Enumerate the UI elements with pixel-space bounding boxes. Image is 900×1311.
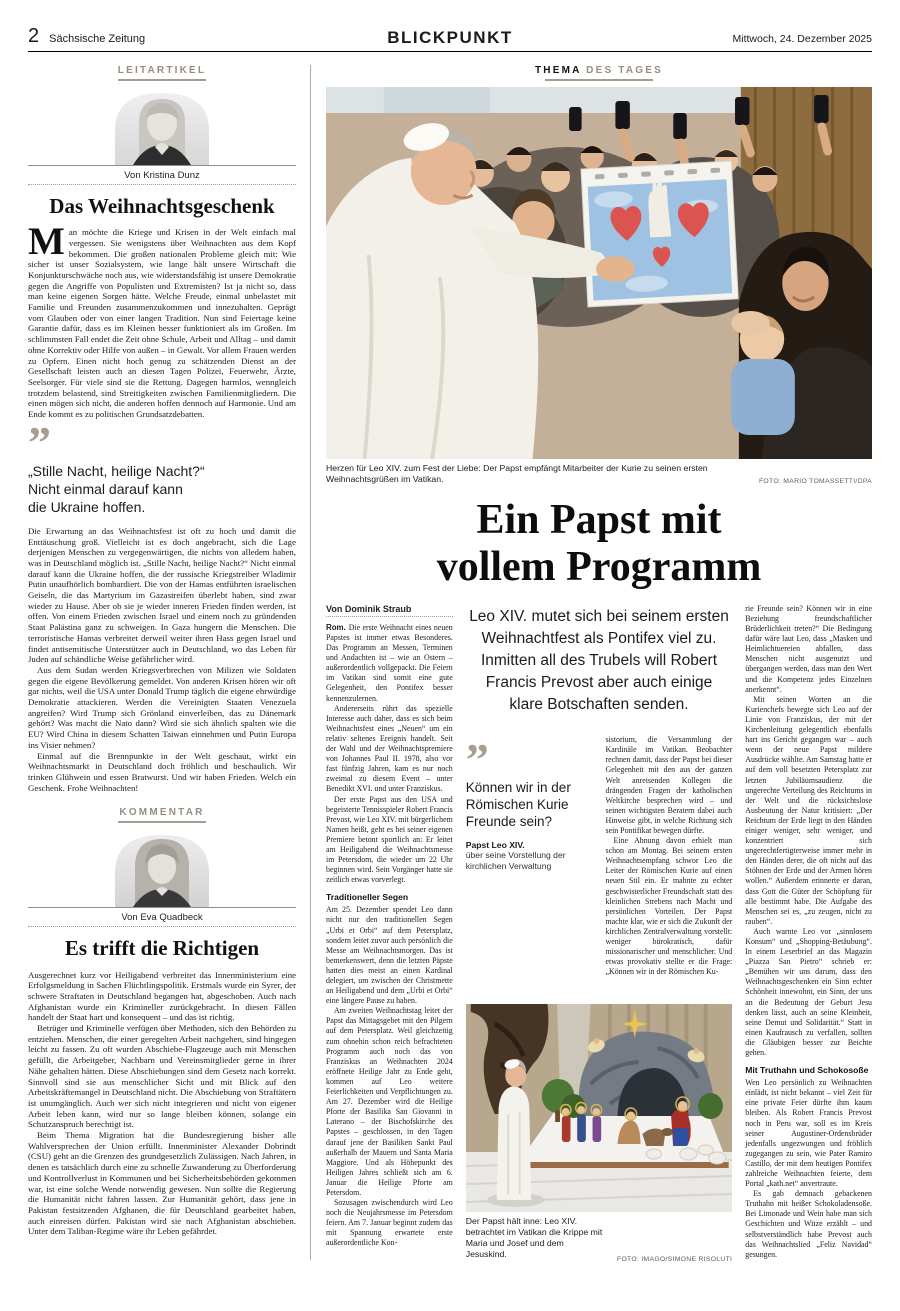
masthead <box>28 26 872 52</box>
issue-date: Mittwoch, 24. Dezember 2025 <box>732 33 872 45</box>
subhead-traditioneller-segen: Traditioneller Segen <box>326 892 409 903</box>
page-number: 2 <box>28 25 40 47</box>
article-paragraph: Eine Ahnung davon erhielt man schon am Montag. Bei seinem ersten Weihnachtsempfang schwor Leo die Leiter der Römischen Kurie auf einen neuen Stil ein. Er mahnte zu echter geschwisterlicher Freundschaft statt des kleinlichen Strebens nach Macht und persönlichen Vorteilen. Der Papst machte klar, wie er sich die Zukunft der kirchlichen Zentralverwaltung vorstellt: weniger bürokratisch, dafür missionarischer und menschlicher. Und etwas provokativ stellte er die Frage: „Können wir in der Römischen Ku- <box>605 836 733 977</box>
opinion-column <box>28 65 310 1260</box>
article-paragraph: rie Freunde sein? Können wir in eine Beziehung freundschaftlicher Brüderlichkeit treten?“ Die Bedingung dafür wäre laut Leo, dass „Masken und Heimlichtuereien abfallen, dass Menschen nicht ausgenutzt und übergangen werden, dass man den Wert und die Kompetenz jedes Einzelnen anerkennt“. <box>745 603 872 694</box>
kommentar-title: Es trifft die Richtigen <box>64 936 260 961</box>
article-column-4 <box>745 604 872 1260</box>
kommentar-paragraph: Ausgerechnet kurz vor Heiligabend verbreitet das Innenministerium eine Erfolgsmeldung in Sachen Flüchtlingspolitik. Erstmals wurde ein Syrer, der schwere Straftaten in Deutschland begangen hat, abgeschoben. Auch nach Afghanistan wurde ein Krimineller zurückgebracht. In diesen Fällen handelt der Staat hart und konsequent – und das ist richtig. <box>28 969 296 1023</box>
article-column-3 <box>606 735 733 986</box>
thema-label: THEMA DES TAGES <box>534 65 663 76</box>
leitartikel-paragraph: Man möchte die Kriege und Krisen in der Welt einfach mal vergessen. Sie wenigstens über Weihnachten aus dem Kopf bekommen. Die großen nationalen Probleme gleich mit: Wie sicher ist unser Sozialsystem, wie lange hält unsere Wirtschaft die Konjunkturschwäche noch aus, wie widerstandsfähig ist unsere Demokratie gegen die Angriffe von Populisten und Extremisten? Ist ja nicht so, dass man keine eigenen Sorgen hätte. Welche Freude, einmal unbelastet mit Familie und Freunden zusammenzukommen und innezuhalten. Geprägt vom Glauben oder von einer langen Tradition. Nun sind Feiertage keine Garantie dafür, dass es im Kleinen besser funktioniert als im Großen. Im schlimmsten Fall endet die Zeit ohne Schule, Arbeit und Alltag – und damit ohne Korrektiv oder Hilfe von außen – in Gewalt. Vor allem Frauen werden zu Opfern. Einen nicht hoch genug zu schätzenden Dienst an der Gesellschaft leisten auch an diesen Tagen Polizei, Feuerwehr, Ärzte, Seelsorger. Für viele sind sie die Rettung. Dagegen harmlos, wenngleich trotzdem belastend, sind Streitigkeiten zwischen Familienmitgliedern. Die einen mögen sich nicht, die anderen hoffen dennoch auf Harmonie. Und am Ende kommt es zu politischen Grundsatzdebatten. <box>28 220 296 420</box>
article-paragraph: Mit seinen Worten an die Kurienchefs bewegte sich Leo auf der Linie von Franziskus, der mit der Kirchenleitung gelegentlich ebenfalls hart ins Gericht gegangen war – auch wenn der neue Papst mildere Ausdrücke wählte. Am Samstag hatte er auf dem voll besetzten Petersplatz zur letzten Jubiläumsaudienz die ungerechte Verteilung des Reichtums in der Welt und die rücksichtslose Ausbeutung der Natur kritisiert: „Der Reichtum der Erde liegt in den Händen einiger weniger, sehr weniger, und konzentriert sich ungerechtfertigterweise immer mehr in den Händen derer, die oft nicht auf das Stöhnen der Erde und der Armen hören wollen.“ Außerdem erinnerte er daran, dass Gott die Güter der Schöpfung für alle bestimmt habe. Die Aufgabe des Menschen sei es, „zu zeugen, nicht zu rauben“. <box>745 694 872 926</box>
nativity-photo <box>465 1004 733 1263</box>
article-paragraph: Es gab demnach gebackenen Truthahn mit heißer Schokoladensoße. Bei Limonade und Wein habe man sich Geschichten und Witze erzählt – und selbstverständlich habe Prevost auch das Weihnachtslied „Feliz Navidad“ gesungen. <box>745 1189 872 1259</box>
author-photo-icon <box>115 89 209 165</box>
byline-dominik-straub: Von Dominik Straub <box>326 603 412 614</box>
pope-nativity-photo-icon <box>466 1004 733 1212</box>
dotted-rule <box>28 184 296 185</box>
article-paragraph: Am 25. Dezember spendet Leo dann nicht nur den traditionellen Segen „Urbi et Orbi“ auf dem Petersplatz, sondern leitet zuvor auch persönlich die Messe am Weihnachtsmorgen. Das ist bemerkenswert, denn die letzten Päpste hatten dies meist an einen Kardinal delegiert, um zwischen der Christmette an Heiligabend und dem „Urbi et Orbi“ eine längere Pause zu haben. <box>326 905 453 1006</box>
pullquote-attribution-name: Papst Leo XIV. <box>465 840 525 851</box>
dateline: Rom. <box>326 622 346 632</box>
article-paragraph: Auch warnte Leo vor „sinnlosem Konsum“ und „Shopping-Betäubung“. In einem Leserbrief an das Magazin „Piazza San Pietro“ schrieb er: „Bemühen wir uns darum, dass den Weihnachtsgeschenken ein Sinn echter Schönheit innewohnt, ein Sinn, der uns an die Bedeutung der Geburt Jesu denken lässt, auch an seine Kleinheit, seine Demut und Solidarität.“ Statt in einen Kaufrausch zu verfallen, sollten die Gläubigen besser zur Beichte gehen. <box>745 926 872 1058</box>
quote-mark-icon: ” <box>465 734 487 786</box>
portrait-eva-quadbeck <box>28 831 296 908</box>
leitartikel-pullquote <box>28 416 296 516</box>
subhead-mit-truthahn: Mit Truthahn und Schokosoße <box>745 1065 869 1076</box>
leitartikel-paragraph: Die Erwartung an das Weihnachtsfest ist oft zu hoch und damit die Enttäuschung groß. Vielleicht ist es doch angebracht, sich die Lage derjenigen Menschen zu vergegenwärtigen, die nichts von alledem haben, was in Deutschland möglich ist. „Stille Nacht, heilige Nacht?“ Nicht einmal darauf kann die Ukraine hoffen, die der russische Kriegstreiber Wladimir Putin unaufhörlich bombardiert. Die von der Hamas entführten israelischen Geiseln, die das Martyrium im Gazastreifen überlebt haben, sind zwar wieder zu Hause. Aber ob sie je wieder inneren Frieden finden werden, ist offen. Von einem Frieden zwischen Israel und einem noch zu gründenden Staat Palästina ganz zu schweigen. In Gaza hungern die Menschen. Die terroristische Hamas verbreitet derweil weiter ihren Hass gegen Israel und findet antisemitische Unterstützer auch in Deutschland, wo das Leben für Juden auf schändliche Weise gefährlicher wird. <box>28 525 296 665</box>
pullquote-text: „Stille Nacht, heilige Nacht?“ Nicht einmal darauf kann die Ukraine hoffen. <box>28 462 205 515</box>
kommentar-paragraph: Betrüger und Kriminelle verfügen über Methoden, sich den Behörden zu entziehen. Menschen, die einer geregelten Arbeit nachgehen, sind hingegen leicht zu fassen. Zu oft wurden Abschiebe-Flugzeuge auch mit Menschen gefüllt, die Arbeitgeber, Nachbarn und Vereinsmitglieder gerne in ihrer Nähe gehalten hätten. Diese Abschiebungen sind dem Gesetz nach korrekt. Sinnvoll sind sie aus menschlicher Sicht und mit Blick auf den Arbeitskräftemangel in Deutschland nicht. Die Abschiebung von Straftätern ist unumgänglich. Auch wer sich nicht integrieren und nicht von eigener Arbeit leben kann, wird nur so lange bleiben können, solange ein Schutzanspruch berechtigt ist. <box>28 1023 296 1130</box>
article-paragraph: sistorium, die Versammlung der Kardinäle im Vatikan. Beobachter rechnen damit, dass der Papst bei dieser Gelegenheit mit den aus der ganzen Welt anreisenden Kollegen die drängenden Fragen der katholischen Weltkirche besprechen wird – und seinen wichtigsten Beratern dabei auch Hinweise gibt, in welche Richtung sich sein Pontifikat bewegen dürfte. <box>605 735 733 835</box>
drop-cap: M <box>28 220 65 264</box>
label-underline <box>545 79 653 81</box>
article-paragraph: Der erste Papst aus den USA und begeisterte Tennisspieler Robert Francis Prevost, wie Leo XIV. mit bürgerlichem Namen heißt, geht es bei seiner eigenen Premiere betont sportlich an: Er leitet am Heiligabend die Weihnachtsmesse im Petersdom, die wieder um 22 Uhr beginnen wird. Sein Vorgänger hatte sie zeitlich etwas vorverlegt. <box>326 794 453 885</box>
main-photo-credit: FOTO: MARIO TOMASSETTI/DPA <box>758 478 872 485</box>
byline-eva-quadbeck: Von Eva Quadbeck <box>121 912 203 924</box>
dotted-rule <box>326 616 453 617</box>
standfirst: Leo XIV. mutet sich bei seinem ersten Weihnachtfest als Pontifex viel zu. Inmitten all des Trubels will Robert Francis Prevost aber auch einige klare Botschaften senden. <box>469 607 729 713</box>
pullquote-attribution-desc: über seine Vorstellung der kirchlichen Verwaltung <box>465 850 566 872</box>
article-pullquote <box>466 735 593 986</box>
article-paragraph: Rom. Die erste Weihnacht eines neuen Papstes ist immer etwas Besonderes. Das Programm an Messen, Terminen und Andachten ist – wie an Ostern – außerordentlich vollgepackt. Die Feiern im Vatikan sind somit eine gute Gelegenheit, den Pontifex besser kennenzulernen. <box>326 622 453 703</box>
quote-mark-icon: ” <box>28 416 49 468</box>
article-paragraph: Sozusagen zwischendurch wird Leo noch die Neujahrsmesse im Petersdom feiern. Am 7. Januar beginnt zudem das mit Spannung erwartete erste außerordentliche Kon- <box>326 1198 453 1248</box>
leitartikel-paragraph: Aus dem Sudan werden Kriegsverbrechen von Milizen wie Soldaten gegen die eigene Bevölkerung gemeldet. Von anderen Krisen hören wir oft gar nichts, weil die USA unter Donald Trump täglich die eigene ehrwürdige Demokratie attackieren. Werden die Vereinigten Staaten Venezuela angreifen? Wird Trump sich Grönland einverleiben, das zu Dänemark gehört? Was macht die Nato dann? Wird sie sich ähnlich spalten wie die EU? Wird China in diesem Schatten Taiwan einnehmen und Putin Europa ins Visier nehmen? <box>28 664 296 750</box>
nativity-caption: Der Papst hält inne: Leo XIV. betrachtet im Vatikan die Krippe mit Maria und Josef und dem Jesuskind. <box>465 1215 603 1259</box>
main-photo-caption: Herzen für Leo XIV. zum Fest der Liebe: Der Papst empfängt Mitarbeiter der Kurie zu seinen ersten Weihnachtsgrüßen im Vatikan. <box>326 463 708 484</box>
main-photo-caption-row <box>326 463 872 485</box>
article-paragraph: Wen Leo persönlich zu Weihnachten einlädt, ist nicht bekannt – viel Zeit für eine private Feier dürfte ihm kaum bleiben. Als Robert Francis Prevost noch in Peru war, soll es im Kreis seiner Augustiner-Ordensbrüder jedenfalls ungezwungen und fröhlich zugegangen zu sein, wie Pater Ramiro Castillo, der mit dem heutigen Pontifex zahlreiche Weihnachten feierte, dem Portal „kath.net“ anvertraute. <box>745 1078 872 1189</box>
portrait-kristina-dunz <box>28 89 296 166</box>
kommentar-paragraph: Beim Thema Migration hat die Bundesregierung bisher alle Wahlversprechen der Union erfüllt. Innenminister Alexander Dobrindt (CSU) geht an die Grenzen des grundgesetzlich Zulässigen. Nach Jahren, in denen es tatsächlich durch eine zu schnelle Zuwanderung zu Überforderung und Kontrollverlust in Kommunen und bei Sicherheitsbehörden gekommen war, ist eine solche Wende notwendig gewesen. Nun sollte die Regierung die Humanität nicht fahren lassen. Zur Humanität gehört, dass jene in Pakistan festsitzenden Afghanen, die für Deutschland gearbeitet haben, auch einreisen dürfen. Pakistan wird sie nach Afghanistan abschieben. Unter dem Taliban-Regime wäre ihr Leben gefährdet. <box>28 1130 296 1237</box>
dotted-rule <box>28 926 296 927</box>
main-photo <box>326 87 872 459</box>
article-paragraph: Andererseits rührt das spezielle Interesse auch daher, dass es sich beim Weihnachtsfest eines „Neuen“ um ein relativ seltenes Ereignis handelt. Seit der Wahl und der Weihnachtspremiere von Johannes Paul II. 1978, also vor fast fünfzig Jahren, kam es nur noch zweimal zu diesem Event – unter Benedikt XVI. und unter Franziskus. <box>326 703 453 794</box>
paper-name: Sächsische Zeitung <box>49 33 146 45</box>
kommentar-label: KOMMENTAR <box>119 807 205 819</box>
leitartikel-paragraph: Einmal auf die Brennpunkte in der Welt geschaut, wirkt ein Weihnachtsmarkt in Deutschland doch fröhlich und beschaulich. Wir trinken Glühwein und essen Bratwurst. Und wir haben Frieden. Welch ein Geschenk. Frohe Weihnachten! <box>28 750 296 793</box>
label-underline <box>118 821 206 823</box>
masthead-left <box>28 26 309 46</box>
article-body <box>326 603 872 1263</box>
pullquote-text: Können wir in der Römischen Kurie Freunde sein? <box>465 780 571 830</box>
label-underline <box>118 79 206 81</box>
leitartikel-title: Das Weihnachtsgeschenk <box>49 194 275 218</box>
pope-crowd-photo-icon <box>326 87 872 459</box>
byline-kristina-dunz: Von Kristina Dunz <box>124 170 200 181</box>
article-column-1 <box>326 604 453 1260</box>
section-title: BLICKPUNKT <box>387 28 513 47</box>
leitartikel-label: LEITARTIKEL <box>117 65 207 76</box>
article-paragraph: Am zweiten Weihnachtstag leitet der Papst das Mittagsgebet mit den Pilgern auf dem Petersplatz. Weil gleichzeitig zum ohnehin schon reich befrachteten Programm auch noch das von Franziskus an Weihnachten 2024 eröffnete Heilige Jahr zu Ende geht, kommen auf Leo weitere Feierlichkeiten und Verpflichtungen zu. Am 27. Dezember wird die Heilige Pforte der Basilika San Giovanni in Laterano – der Bischofskirche des Papstes – geschlossen, in den Tagen darauf jene der Basiliken Sankt Paul außerhalb der Mauern und Santa Maria Maggiore. Und als Höhepunkt des Heiligen Jahres schließt sich am 6. Januar die Heilige Pforte am Petersdom. <box>326 1006 453 1197</box>
thema-section <box>311 65 872 1263</box>
nativity-caption-row: Der Papst hält inne: Leo XIV. betrachtet im Vatikan die Krippe mit Maria und Josef und dem Jesuskind. FOTO: IMAGO/SIMONE RISOLUTI <box>465 1215 733 1263</box>
page-content <box>28 65 872 1263</box>
article-headline: Ein Papst mit vollem Programm <box>436 497 762 591</box>
author-photo-icon <box>115 831 209 907</box>
